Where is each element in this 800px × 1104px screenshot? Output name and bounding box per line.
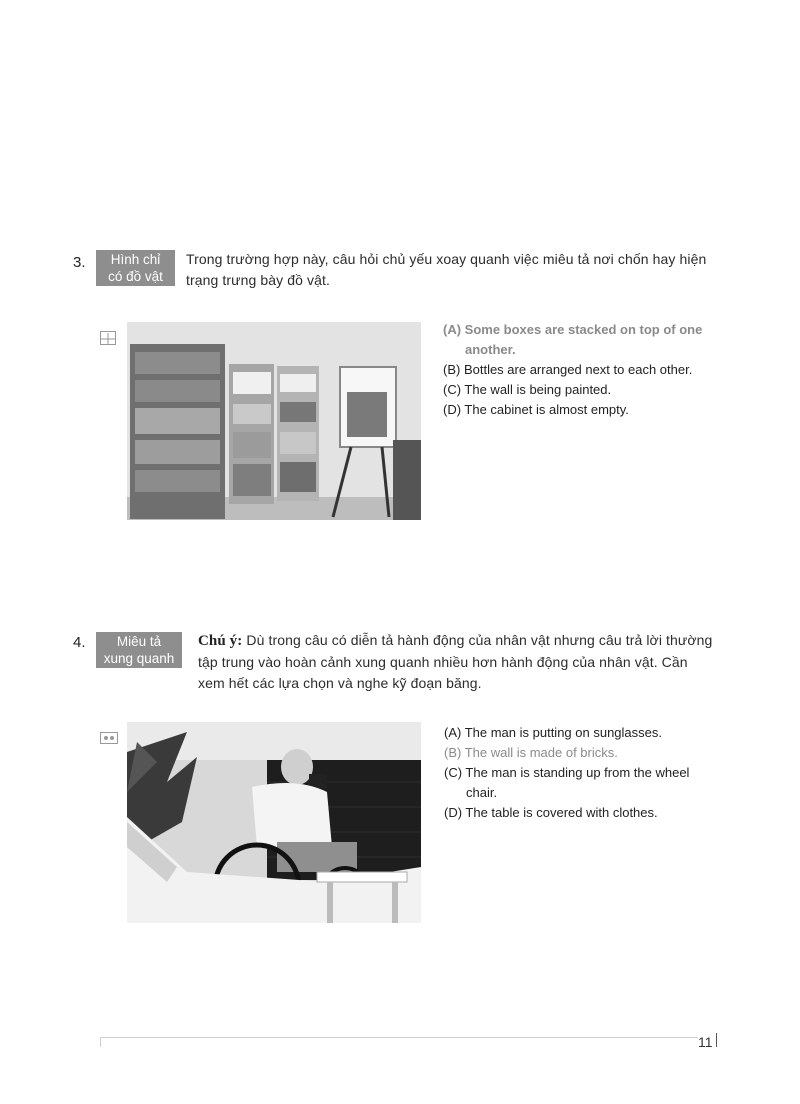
section-4-tag-line-2: xung quanh [103,651,175,666]
section-4-options [444,723,714,823]
section-4-option-c: (C) The man is standing up from the wheel chair. [444,765,690,800]
section-3-tag-line-1: Hình chỉ [110,252,161,267]
footer-rule [100,1037,698,1038]
section-3-option-b: (B) Bottles are arranged next to each other. [443,362,693,377]
section-3-option-a: (A) Some boxes are stacked on top of one another. [443,322,703,357]
page-number: 11 [698,1034,713,1050]
section-4-intro: Dù trong câu có diễn tả hành động của nhân vật nhưng câu trả lời thường tập trung vào hoàn cảnh xung quanh nhiều hơn hành động của nhân vật. Cần xem hết các lựa chọn và nghe kỹ đoạn băng. [198,632,713,691]
section-4-number: 4. [73,634,86,651]
section-4-tag [96,632,182,668]
wheelchair-man-photo [127,722,421,923]
section-3-option-c: (C) The wall is being painted. [443,382,612,397]
audio-track-icon [100,331,116,345]
section-3-number: 3. [73,254,86,271]
section-4-option-b: (B) The wall is made of bricks. [444,745,618,760]
section-4-option-d: (D) The table is covered with clothes. [444,805,658,820]
audio-track-icon-2 [100,731,118,743]
section-4-intro-block [198,630,718,694]
section-3-tag [96,250,175,286]
section-3-option-d: (D) The cabinet is almost empty. [443,402,629,417]
section-3-options [443,320,723,420]
section-3-intro: Trong trường hợp này, câu hỏi chủ yếu xoay quanh việc miêu tả nơi chốn hay hiện trạng trưng bày đồ vật. [186,251,707,288]
section-3-tag-line-2: có đồ vật [108,269,163,284]
section-4-option-a: (A) The man is putting on sunglasses. [444,725,662,740]
section-4-note-label: Chú ý: [198,633,243,649]
footer-left-tick [100,1037,101,1047]
page-number-bar [716,1033,717,1047]
storage-room-photo [127,322,421,520]
section-4-tag-line-1: Miêu tả [116,634,162,649]
